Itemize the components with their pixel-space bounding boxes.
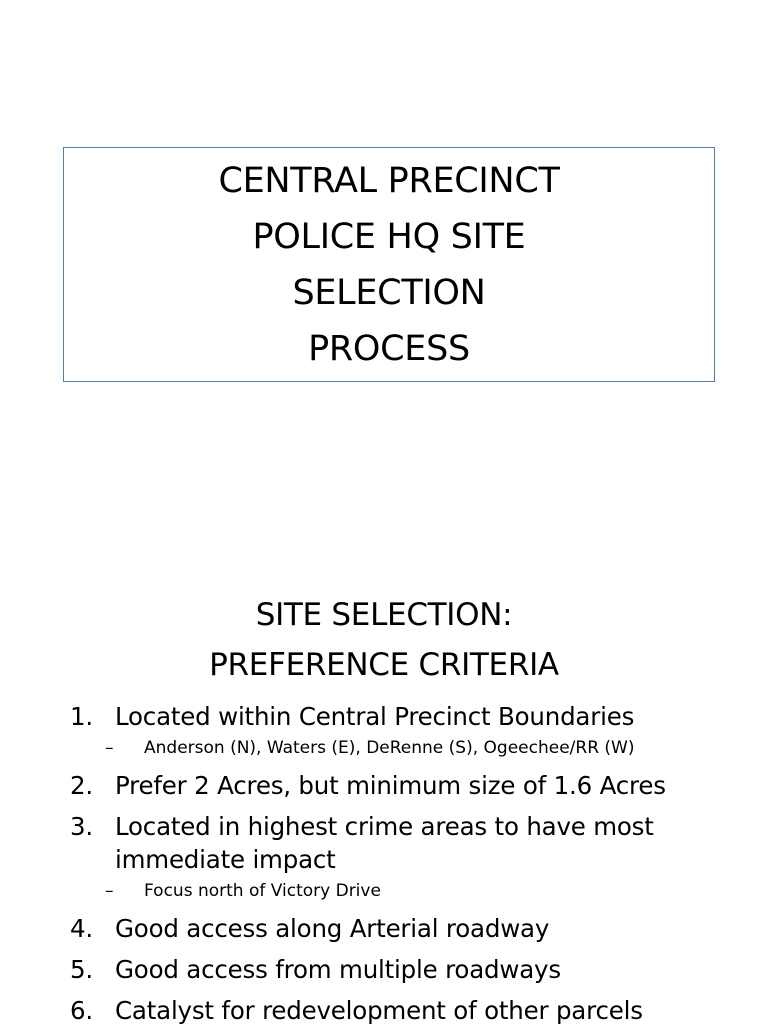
criteria-number: 6. bbox=[70, 996, 93, 1025]
criteria-heading bbox=[0, 590, 768, 690]
dash-bullet-icon: – bbox=[105, 738, 114, 758]
title-line: CENTRAL PRECINCT bbox=[218, 160, 560, 201]
criteria-text: Prefer 2 Acres, but minimum size of 1.6 Acres bbox=[115, 771, 666, 800]
criteria-item bbox=[70, 769, 760, 802]
title-line: PROCESS bbox=[308, 328, 470, 369]
criteria-text: Good access from multiple roadways bbox=[115, 955, 561, 984]
criteria-item bbox=[70, 953, 760, 986]
heading-line: PREFERENCE CRITERIA bbox=[209, 647, 559, 683]
criteria-number: 1. bbox=[70, 702, 93, 731]
criteria-item bbox=[70, 700, 760, 761]
criteria-item bbox=[70, 810, 760, 904]
dash-bullet-icon: – bbox=[105, 881, 114, 901]
criteria-number: 5. bbox=[70, 955, 93, 984]
criteria-item bbox=[70, 912, 760, 945]
criteria-text: Good access along Arterial roadway bbox=[115, 914, 550, 943]
criteria-list bbox=[70, 700, 760, 1035]
criteria-number: 4. bbox=[70, 914, 93, 943]
criteria-item bbox=[70, 994, 760, 1027]
subitem-text: Anderson (N), Waters (E), DeRenne (S), Ogeechee/RR (W) bbox=[144, 738, 635, 758]
criteria-text: Located within Central Precinct Boundaries bbox=[115, 702, 635, 731]
criteria-subitem bbox=[105, 878, 760, 904]
title-line: SELECTION bbox=[292, 272, 486, 313]
heading-line: SITE SELECTION: bbox=[255, 597, 513, 633]
criteria-text: Located in highest crime areas to have most immediate impact bbox=[115, 812, 654, 874]
criteria-subitem bbox=[105, 735, 760, 761]
title-line: POLICE HQ SITE bbox=[252, 216, 526, 257]
criteria-number: 3. bbox=[70, 812, 93, 841]
criteria-text: Catalyst for redevelopment of other parcels bbox=[115, 996, 643, 1025]
title-slide-box bbox=[63, 147, 715, 382]
criteria-number: 2. bbox=[70, 771, 93, 800]
subitem-text: Focus north of Victory Drive bbox=[144, 881, 381, 901]
